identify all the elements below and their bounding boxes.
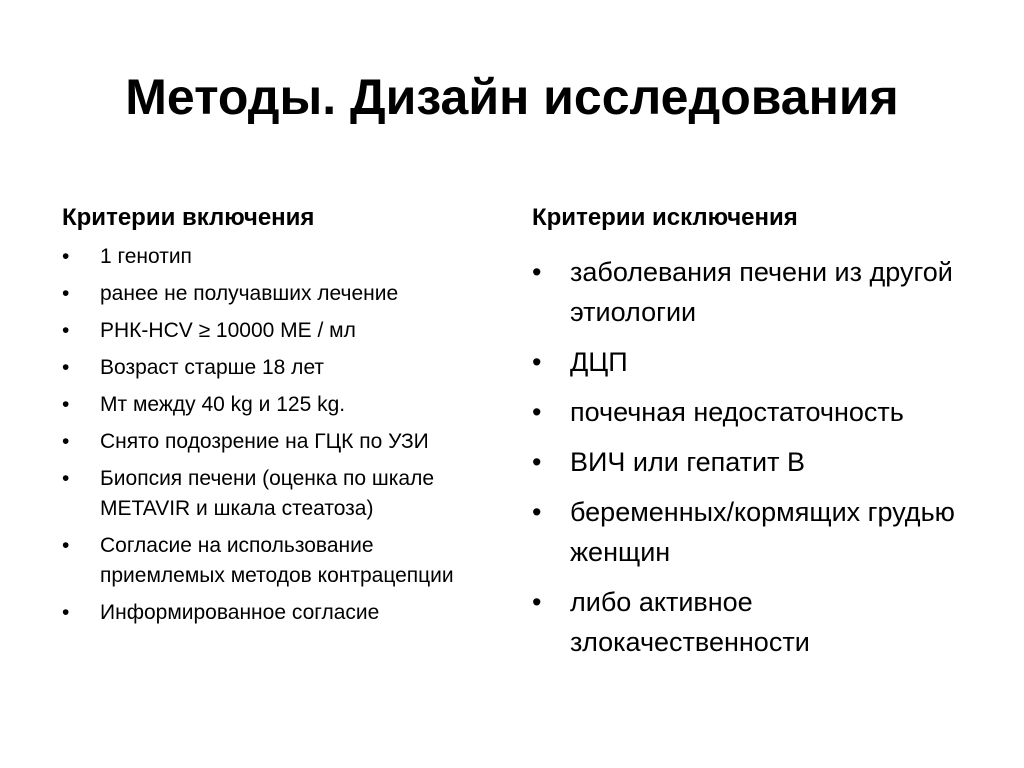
bullet-icon: •: [532, 447, 542, 477]
bullet-icon: •: [62, 282, 70, 305]
bullet-icon: •: [532, 497, 542, 527]
list-item-text: Согласие на использование приемлемых методов контрацепции: [100, 534, 454, 587]
bullet-icon: •: [532, 587, 542, 617]
bullet-icon: •: [62, 534, 70, 557]
list-item-text: либо активное злокачественности: [570, 587, 810, 657]
exclusion-criteria-column: [532, 200, 972, 672]
list-item-text: беременных/кормящих грудью женщин: [570, 497, 955, 567]
bullet-icon: •: [532, 347, 542, 377]
list-item: [62, 531, 492, 591]
inclusion-criteria-heading: Критерии включения: [62, 204, 315, 231]
list-item-text: Биопсия печени (оценка по шкале METAVIR и шкала стеатоза): [100, 467, 435, 520]
bullet-icon: •: [62, 356, 70, 379]
bullet-icon: •: [62, 319, 70, 342]
bullet-icon: •: [62, 245, 70, 268]
list-item: [62, 390, 492, 420]
bullet-icon: •: [62, 467, 70, 490]
list-item-text: 1 генотип: [100, 245, 192, 268]
list-item: [62, 242, 492, 272]
slide-title: Методы. Дизайн исследования: [125, 69, 899, 125]
list-item: [532, 342, 972, 382]
bullet-icon: •: [62, 393, 70, 416]
list-item-text: РНК-HCV ≥ 10000 МЕ / мл: [100, 319, 356, 342]
bullet-icon: •: [532, 257, 542, 287]
list-item: [532, 582, 972, 662]
list-item-text: ранее не получавших лечение: [100, 282, 399, 305]
list-item: [62, 427, 492, 457]
list-item-text: заболевания печени из другой этиологии: [570, 257, 953, 327]
list-item-text: Информированное согласие: [100, 601, 380, 624]
list-item: [62, 279, 492, 309]
list-item: [62, 353, 492, 383]
list-item: [62, 464, 492, 524]
list-item: [62, 598, 492, 628]
list-item: [532, 392, 972, 432]
list-item: [532, 492, 972, 572]
list-item-text: почечная недостаточность: [570, 397, 904, 427]
list-item: [532, 252, 972, 332]
bullet-icon: •: [532, 397, 542, 427]
list-item-text: ДЦП: [570, 347, 628, 377]
list-item: [62, 316, 492, 346]
bullet-icon: •: [62, 430, 70, 453]
exclusion-criteria-list: [532, 252, 972, 662]
inclusion-criteria-list: [62, 242, 492, 628]
list-item-text: Возраст старше 18 лет: [100, 356, 325, 379]
list-item: [532, 442, 972, 482]
list-item-text: Снято подозрение на ГЦК по УЗИ: [100, 430, 429, 453]
list-item-text: Мт между 40 kg и 125 kg.: [100, 393, 346, 416]
list-item-text: ВИЧ или гепатит B: [570, 447, 805, 477]
inclusion-criteria-column: [62, 200, 492, 635]
bullet-icon: •: [62, 601, 70, 624]
exclusion-criteria-heading: Критерии исключения: [532, 204, 798, 231]
